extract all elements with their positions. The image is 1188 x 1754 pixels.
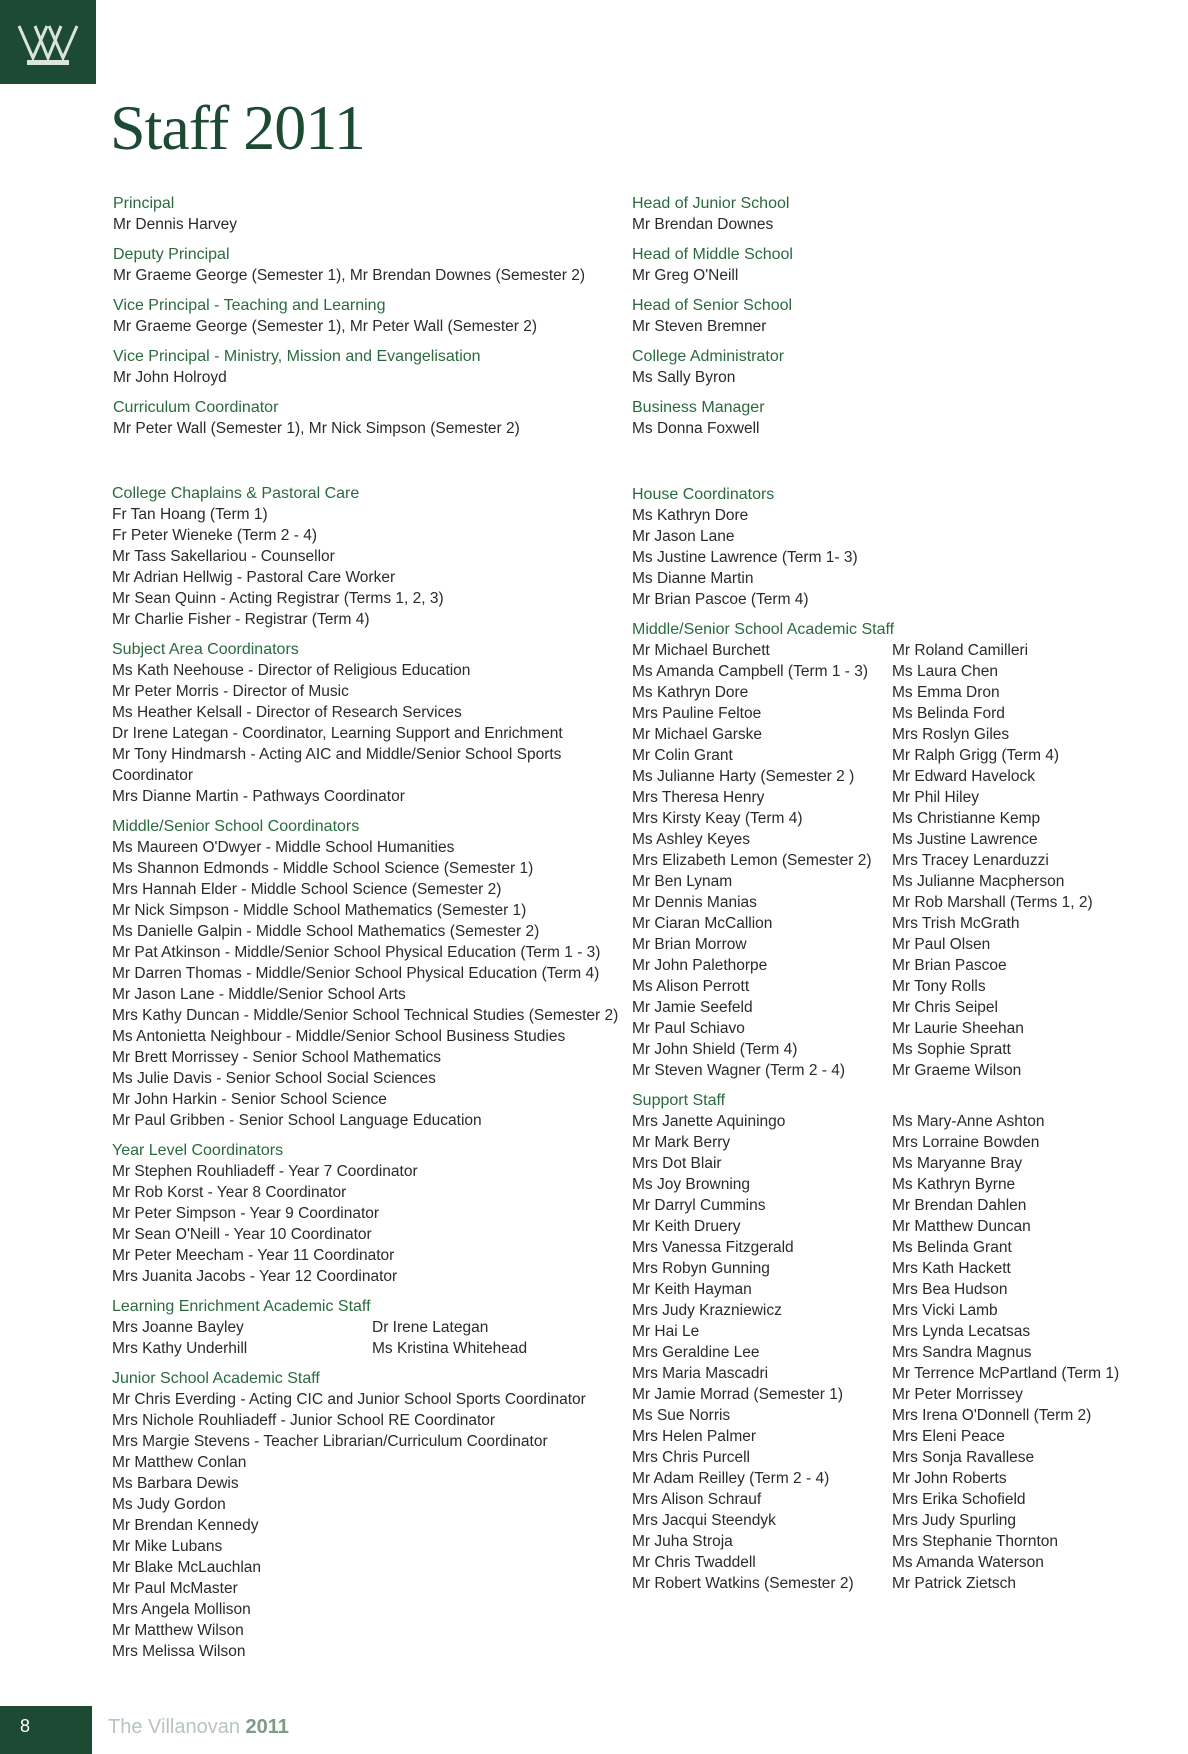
staff-entry: Dr Irene Lategan - Coordinator, Learning Support and Enrichment	[112, 725, 563, 742]
staff-entry: Ms Sue Norris	[632, 1407, 731, 1424]
staff-entry: Ms Kristina Whitehead	[372, 1340, 528, 1357]
junior-school-staff-section	[112, 1368, 632, 1662]
staff-entry: Mr Darryl Cummins	[632, 1197, 766, 1214]
section-heading: Middle/Senior School Academic Staff	[632, 621, 895, 638]
staff-entry: Mr Peter Meecham - Year 11 Coordinator	[112, 1247, 395, 1264]
staff-entry: Mr Keith Druery	[632, 1218, 741, 1235]
staff-entry: Mr Brian Pascoe (Term 4)	[632, 591, 809, 608]
staff-entry: Mrs Elizabeth Lemon (Semester 2)	[632, 852, 872, 869]
staff-entry: Mr Chris Seipel	[892, 999, 998, 1016]
staff-entry: Mr Adrian Hellwig - Pastoral Care Worker	[112, 569, 396, 586]
staff-entry: Mr Sean Quinn - Acting Registrar (Terms 1, 2, 3)	[112, 590, 444, 607]
staff-entry: Mrs Helen Palmer	[632, 1428, 757, 1445]
staff-entry: Ms Kathryn Dore	[632, 684, 749, 701]
section-heading: Curriculum Coordinator	[113, 399, 279, 416]
section-heading: Support Staff	[632, 1092, 726, 1109]
staff-entry: Ms Julie Davis - Senior School Social Sciences	[112, 1070, 436, 1087]
head-senior-section	[632, 295, 1132, 337]
vice-principal-ministry-section	[113, 346, 613, 388]
staff-entry: Ms Amanda Campbell (Term 1 - 3)	[632, 663, 869, 680]
staff-entry: Mr Ben Lynam	[632, 873, 733, 890]
staff-entry: Mr Terrence McPartland (Term 1)	[892, 1365, 1120, 1382]
staff-entry: Mrs Maria Mascadri	[632, 1365, 769, 1382]
staff-entry: Mrs Pauline Feltoe	[632, 705, 762, 722]
staff-entry: Mrs Geraldine Lee	[632, 1344, 760, 1361]
section-heading: Deputy Principal	[113, 246, 230, 263]
staff-entry: Ms Donna Foxwell	[632, 420, 760, 437]
staff-entry: Mr Tony Rolls	[892, 978, 986, 995]
staff-entry: Mr Mike Lubans	[112, 1538, 223, 1555]
college-crest-icon	[13, 14, 83, 70]
section-heading: Year Level Coordinators	[112, 1142, 284, 1159]
staff-entry: Ms Shannon Edmonds - Middle School Science (Semester 1)	[112, 860, 534, 877]
staff-entry: Mr Graeme George (Semester 1), Mr Brendan Downes (Semester 2)	[113, 267, 586, 284]
staff-entry: Ms Danielle Galpin - Middle School Mathematics (Semester 2)	[112, 923, 540, 940]
staff-entry: Mrs Melissa Wilson	[112, 1643, 246, 1660]
staff-entry: Mr Darren Thomas - Middle/Senior School Physical Education (Term 4)	[112, 965, 600, 982]
house-coordinators-section	[632, 484, 1152, 610]
staff-entry: Mr Tony Hindmarsh - Acting AIC and Middle/Senior School Sports	[112, 746, 562, 763]
staff-entry: Mrs Lynda Lecatsas	[892, 1323, 1031, 1340]
section-heading: Vice Principal - Teaching and Learning	[113, 297, 386, 314]
staff-entry: Mr Peter Morris - Director of Music	[112, 683, 349, 700]
staff-entry: Mrs Robyn Gunning	[632, 1260, 770, 1277]
middle-senior-coordinators-section	[112, 816, 632, 1131]
staff-entry: Mr Ralph Grigg (Term 4)	[892, 747, 1060, 764]
staff-entry: Mr Brian Morrow	[632, 936, 747, 953]
staff-entry: Ms Joy Browning	[632, 1176, 751, 1193]
chaplains-section	[112, 483, 632, 630]
staff-entry: Mr Steven Wagner (Term 2 - 4)	[632, 1062, 846, 1079]
staff-entry: Ms Kath Neehouse - Director of Religious Education	[112, 662, 471, 679]
staff-entry: Mr Patrick Zietsch	[892, 1575, 1017, 1592]
staff-entry: Mr Peter Simpson - Year 9 Coordinator	[112, 1205, 380, 1222]
staff-entry: Ms Alison Perrott	[632, 978, 750, 995]
leadership-column-right	[632, 193, 1132, 439]
staff-entry: Dr Irene Lategan	[372, 1319, 489, 1336]
section-heading: Learning Enrichment Academic Staff	[112, 1298, 371, 1315]
staff-entry: Ms Dianne Martin	[632, 570, 754, 587]
staff-entry: Ms Heather Kelsall - Director of Research Services	[112, 704, 462, 721]
staff-entry: Mr Phil Hiley	[892, 789, 979, 806]
staff-entry: Ms Kathryn Byrne	[892, 1176, 1016, 1193]
staff-entry: Mr Laurie Sheehan	[892, 1020, 1024, 1037]
staff-entry: Mr Matthew Conlan	[112, 1454, 247, 1471]
staff-entry: Mr John Shield (Term 4)	[632, 1041, 798, 1058]
staff-entry: Mr Dennis Harvey	[113, 216, 238, 233]
publication-year: 2011	[245, 1716, 289, 1738]
staff-entry: Mr Brendan Kennedy	[112, 1517, 259, 1534]
footer-bar	[0, 1706, 92, 1754]
staff-column-right	[632, 484, 1152, 1594]
staff-entry: Mr Rob Marshall (Terms 1, 2)	[892, 894, 1093, 911]
staff-entry: Mr Robert Watkins (Semester 2)	[632, 1575, 854, 1592]
staff-entry: Mr Stephen Rouhliadeff - Year 7 Coordinator	[112, 1163, 418, 1180]
staff-entry: Mr Michael Garske	[632, 726, 763, 743]
staff-entry: Mr John Roberts	[892, 1470, 1007, 1487]
staff-entry: Fr Tan Hoang (Term 1)	[112, 506, 268, 523]
section-heading: College Administrator	[632, 348, 785, 365]
page-title: Staff 2011	[110, 92, 365, 163]
staff-entry: Mr Chris Twaddell	[632, 1554, 756, 1571]
head-middle-section	[632, 244, 1132, 286]
staff-entry: Mr Graeme George (Semester 1), Mr Peter Wall (Semester 2)	[113, 318, 538, 335]
staff-entry: Mrs Nichole Rouhliadeff - Junior School RE Coordinator	[112, 1412, 496, 1429]
staff-entry: Mr John Palethorpe	[632, 957, 768, 974]
section-heading: Junior School Academic Staff	[112, 1370, 320, 1387]
staff-entry: Mr Pat Atkinson - Middle/Senior School Physical Education (Term 1 - 3)	[112, 944, 601, 961]
staff-entry: Mr Jason Lane - Middle/Senior School Arts	[112, 986, 406, 1003]
staff-entry: Mr Steven Bremner	[632, 318, 767, 335]
staff-entry: Mr Jason Lane	[632, 528, 735, 545]
section-heading: Head of Senior School	[632, 297, 793, 314]
staff-entry: Mr Charlie Fisher - Registrar (Term 4)	[112, 611, 370, 628]
staff-entry: Ms Julianne Macpherson	[892, 873, 1065, 890]
college-administrator-section	[632, 346, 1132, 388]
section-heading: Head of Middle School	[632, 246, 793, 263]
staff-entry: Mrs Trish McGrath	[892, 915, 1020, 932]
staff-entry: Mr Adam Reilley (Term 2 - 4)	[632, 1470, 830, 1487]
curriculum-coordinator-section	[113, 397, 613, 439]
staff-entry: Mr Greg O'Neill	[632, 267, 739, 284]
staff-entry: Mr Dennis Manias	[632, 894, 757, 911]
staff-entry: Mrs Kathy Duncan - Middle/Senior School Technical Studies (Semester 2)	[112, 1007, 619, 1024]
business-manager-section	[632, 397, 1132, 439]
staff-entry: Mrs Roslyn Giles	[892, 726, 1010, 743]
staff-column-left	[112, 483, 632, 1662]
staff-entry: Mrs Erika Schofield	[892, 1491, 1026, 1508]
staff-entry: Mr Mark Berry	[632, 1134, 731, 1151]
staff-entry: Ms Emma Dron	[892, 684, 1000, 701]
staff-entry: Mr Ciaran McCallion	[632, 915, 773, 932]
leadership-column-left	[113, 193, 613, 439]
staff-entry: Mr Hai Le	[632, 1323, 700, 1340]
staff-entry: Ms Christianne Kemp	[892, 810, 1041, 827]
staff-entry: Mrs Lorraine Bowden	[892, 1134, 1040, 1151]
staff-entry: Mrs Vanessa Fitzgerald	[632, 1239, 794, 1256]
staff-entry: Ms Antonietta Neighbour - Middle/Senior School Business Studies	[112, 1028, 566, 1045]
staff-entry: Ms Judy Gordon	[112, 1496, 226, 1513]
staff-entry: Mrs Kath Hackett	[892, 1260, 1011, 1277]
staff-entry: Mrs Theresa Henry	[632, 789, 765, 806]
staff-entry: Ms Maureen O'Dwyer - Middle School Humanities	[112, 839, 455, 856]
section-heading: Subject Area Coordinators	[112, 641, 299, 658]
staff-entry: Mr Matthew Duncan	[892, 1218, 1031, 1235]
staff-entry: Mrs Margie Stevens - Teacher Librarian/Curriculum Coordinator	[112, 1433, 548, 1450]
staff-entry: Mr Nick Simpson - Middle School Mathematics (Semester 1)	[112, 902, 527, 919]
staff-entry: Mrs Vicki Lamb	[892, 1302, 998, 1319]
staff-entry: Mr Paul Gribben - Senior School Language Education	[112, 1112, 482, 1129]
staff-entry: Mr Brendan Dahlen	[892, 1197, 1027, 1214]
staff-entry: Ms Ashley Keyes	[632, 831, 751, 848]
section-heading: Middle/Senior School Coordinators	[112, 818, 360, 835]
staff-entry: Mr Tass Sakellariou - Counsellor	[112, 548, 335, 565]
staff-entry: Mr Jamie Morrad (Semester 1)	[632, 1386, 844, 1403]
staff-entry: Mrs Eleni Peace	[892, 1428, 1005, 1445]
staff-entry: Ms Amanda Waterson	[892, 1554, 1044, 1571]
publication-name	[108, 1716, 289, 1739]
staff-entry: Mr Paul Schiavo	[632, 1020, 745, 1037]
section-heading: House Coordinators	[632, 486, 775, 503]
staff-entry: Mr Keith Hayman	[632, 1281, 752, 1298]
staff-entry: Mrs Hannah Elder - Middle School Science (Semester 2)	[112, 881, 502, 898]
staff-entry: Coordinator	[112, 767, 193, 784]
deputy-principal-section	[113, 244, 613, 286]
staff-entry: Mrs Angela Mollison	[112, 1601, 251, 1618]
staff-entry: Ms Kathryn Dore	[632, 507, 749, 524]
staff-entry: Mr Blake McLauchlan	[112, 1559, 262, 1576]
staff-entry: Mrs Janette Aquiningo	[632, 1113, 786, 1130]
staff-entry: Ms Justine Lawrence	[892, 831, 1038, 848]
section-heading: Head of Junior School	[632, 195, 790, 212]
staff-entry: Ms Laura Chen	[892, 663, 998, 680]
staff-entry: Mr Paul Olsen	[892, 936, 991, 953]
staff-entry: Mr Jamie Seefeld	[632, 999, 753, 1016]
section-heading: Business Manager	[632, 399, 765, 416]
staff-entry: Mrs Jacqui Steendyk	[632, 1512, 776, 1529]
staff-entry: Ms Barbara Dewis	[112, 1475, 239, 1492]
staff-entry: Fr Peter Wieneke (Term 2 - 4)	[112, 527, 317, 544]
staff-entry: Mrs Bea Hudson	[892, 1281, 1008, 1298]
page-number: 8	[20, 1716, 31, 1736]
staff-entry: Mr John Harkin - Senior School Science	[112, 1091, 387, 1108]
staff-entry: Mr Michael Burchett	[632, 642, 770, 659]
staff-entry: Mr Edward Havelock	[892, 768, 1035, 785]
staff-entry: Mr Juha Stroja	[632, 1533, 733, 1550]
staff-entry: Ms Sophie Spratt	[892, 1041, 1011, 1058]
staff-entry: Mr Peter Wall (Semester 1), Mr Nick Simpson (Semester 2)	[113, 420, 520, 437]
middle-senior-staff-section	[632, 619, 1152, 1081]
vice-principal-teaching-section	[113, 295, 613, 337]
staff-entry: Mrs Kathy Underhill	[112, 1340, 248, 1357]
staff-entry: Mrs Stephanie Thornton	[892, 1533, 1059, 1550]
learning-enrichment-section	[112, 1296, 632, 1359]
support-staff-section	[632, 1090, 1152, 1594]
staff-entry: Mr Roland Camilleri	[892, 642, 1029, 659]
section-heading: College Chaplains & Pastoral Care	[112, 485, 360, 502]
staff-entry: Mrs Judy Spurling	[892, 1512, 1017, 1529]
staff-entry: Mr Rob Korst - Year 8 Coordinator	[112, 1184, 347, 1201]
staff-entry: Ms Justine Lawrence (Term 1- 3)	[632, 549, 858, 566]
staff-entry: Mrs Irena O'Donnell (Term 2)	[892, 1407, 1092, 1424]
staff-entry: Mr Peter Morrissey	[892, 1386, 1023, 1403]
staff-entry: Mrs Juanita Jacobs - Year 12 Coordinator	[112, 1268, 398, 1285]
staff-entry: Mr Graeme Wilson	[892, 1062, 1022, 1079]
staff-entry: Mrs Dianne Martin - Pathways Coordinator	[112, 788, 405, 805]
staff-entry: Ms Julianne Harty (Semester 2 )	[632, 768, 855, 785]
year-level-coordinators-section	[112, 1140, 632, 1287]
section-heading: Principal	[113, 195, 175, 212]
staff-entry: Mrs Judy Krazniewicz	[632, 1302, 782, 1319]
head-junior-section	[632, 193, 1132, 235]
subject-coordinators-section	[112, 639, 632, 807]
staff-entry: Mrs Tracey Lenarduzzi	[892, 852, 1049, 869]
staff-entry: Mrs Alison Schrauf	[632, 1491, 762, 1508]
staff-entry: Mrs Sonja Ravallese	[892, 1449, 1035, 1466]
staff-entry: Mrs Sandra Magnus	[892, 1344, 1032, 1361]
staff-entry: Mrs Joanne Bayley	[112, 1319, 244, 1336]
staff-entry: Mr Paul McMaster	[112, 1580, 238, 1597]
staff-entry: Mr Colin Grant	[632, 747, 733, 764]
section-heading: Vice Principal - Ministry, Mission and Evangelisation	[113, 348, 481, 365]
college-crest-logo	[0, 0, 96, 84]
staff-entry: Mr Sean O'Neill - Year 10 Coordinator	[112, 1226, 372, 1243]
principal-section	[113, 193, 613, 235]
staff-entry: Mr John Holroyd	[113, 369, 227, 386]
staff-entry: Ms Mary-Anne Ashton	[892, 1113, 1045, 1130]
staff-entry: Ms Maryanne Bray	[892, 1155, 1023, 1172]
staff-entry: Ms Sally Byron	[632, 369, 736, 386]
staff-entry: Mr Brett Morrissey - Senior School Mathematics	[112, 1049, 442, 1066]
publication-title: The Villanovan	[108, 1716, 240, 1738]
staff-entry: Mr Chris Everding - Acting CIC and Junior School Sports Coordinator	[112, 1391, 586, 1408]
staff-entry: Mr Brendan Downes	[632, 216, 774, 233]
staff-entry: Ms Belinda Grant	[892, 1239, 1012, 1256]
staff-entry: Mrs Kirsty Keay (Term 4)	[632, 810, 803, 827]
staff-entry: Mr Brian Pascoe	[892, 957, 1007, 974]
staff-entry: Mrs Dot Blair	[632, 1155, 722, 1172]
staff-entry: Mr Matthew Wilson	[112, 1622, 244, 1639]
staff-entry: Mrs Chris Purcell	[632, 1449, 750, 1466]
staff-entry: Ms Belinda Ford	[892, 705, 1005, 722]
